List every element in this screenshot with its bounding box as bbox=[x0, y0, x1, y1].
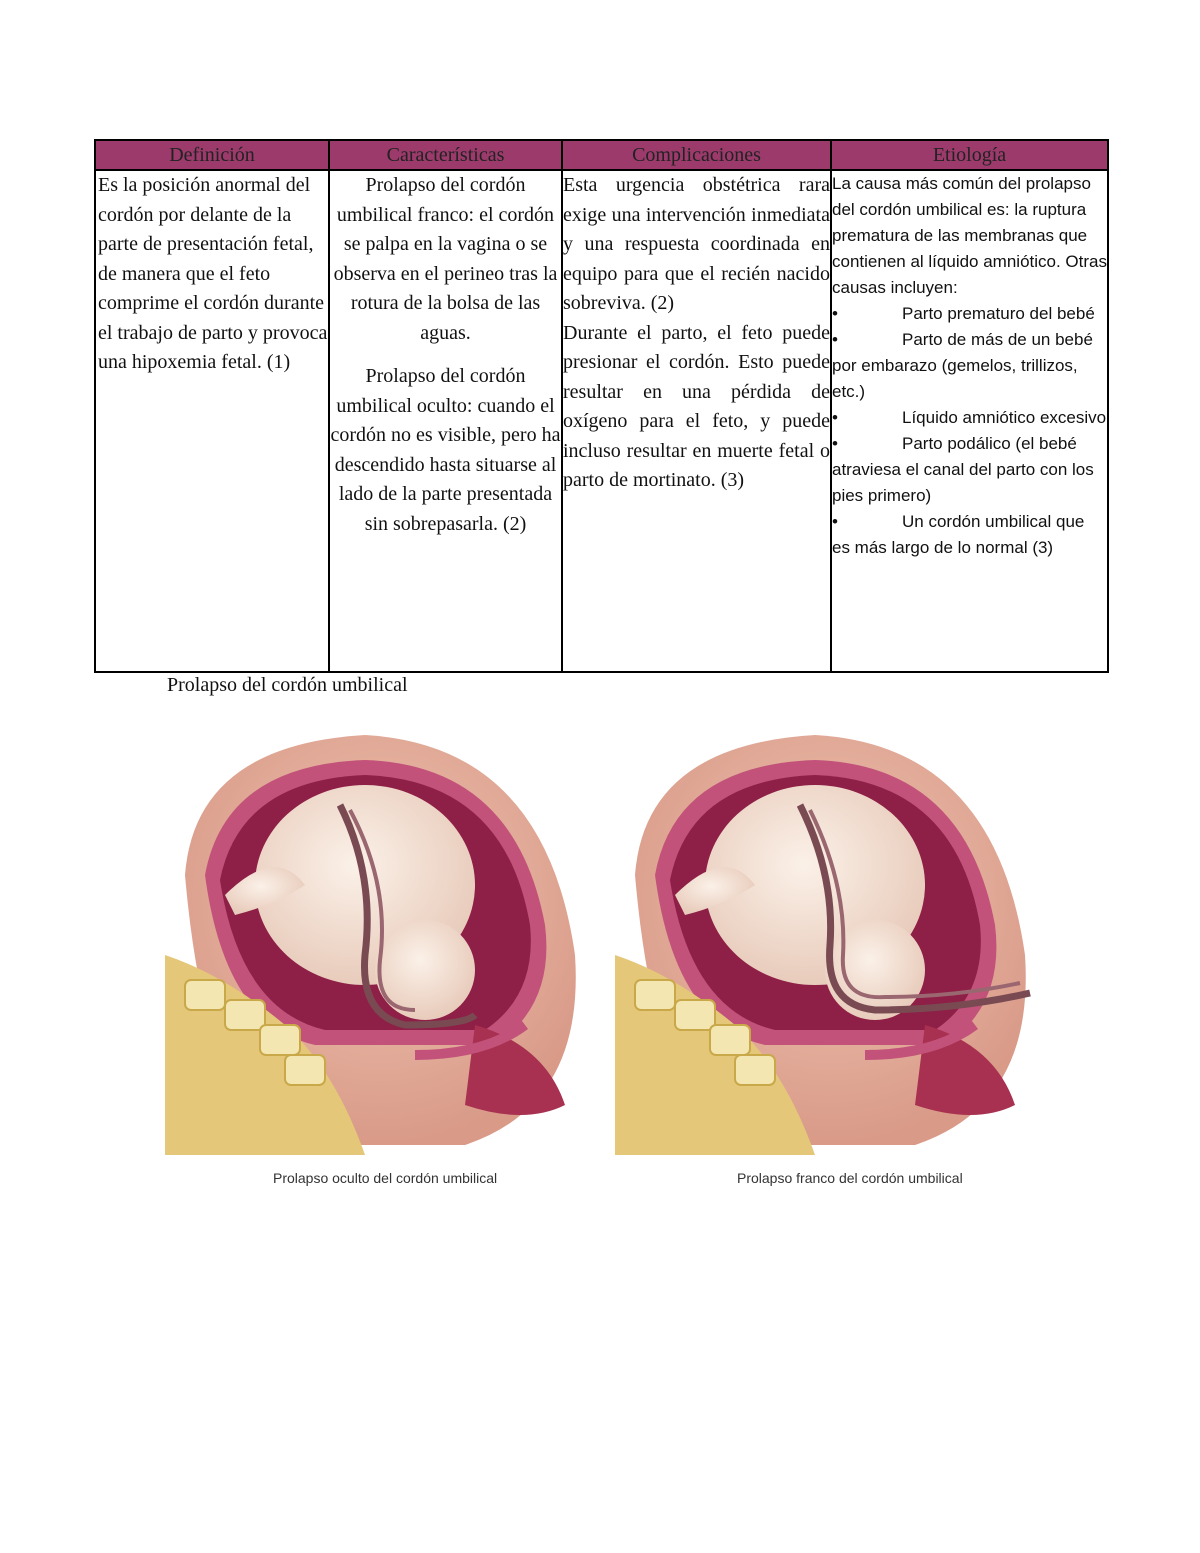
bullet-icon: • bbox=[832, 408, 838, 427]
uterus-illustration-right bbox=[615, 725, 1035, 1155]
illustration-oculto bbox=[165, 725, 585, 1159]
list-item: • Parto podálico (el bebé atraviesa el canal del parto con los pies primero) bbox=[832, 431, 1107, 509]
figure-title: Prolapso del cordón umbilical bbox=[167, 674, 408, 696]
header-definicion: Definición bbox=[95, 140, 329, 170]
cell-complicaciones bbox=[562, 170, 831, 672]
header-caracteristicas: Características bbox=[329, 140, 562, 170]
cell-caracteristicas bbox=[329, 170, 562, 672]
figure-caption-oculto: Prolapso oculto del cordón umbilical bbox=[273, 1170, 498, 1186]
illustration-franco bbox=[615, 725, 1035, 1159]
bullet-icon: • bbox=[832, 330, 838, 349]
bullet-icon: • bbox=[832, 434, 838, 453]
list-item: • Líquido amniótico excesivo bbox=[832, 405, 1107, 431]
list-item: • Parto prematuro del bebé bbox=[832, 301, 1107, 327]
etiologia-intro: La causa más común del prolapso del cordón umbilical es: la ruptura prematura de las membranas que contienen al líquido amniótico. Otras causas incluyen: bbox=[832, 174, 1107, 297]
summary-table bbox=[94, 139, 1109, 673]
cell-definicion bbox=[95, 170, 329, 672]
caracteristica-franco: Prolapso del cordón umbilical franco: el cordón se palpa en la vagina o se observa en el perineo tras la rotura de la bolsa de las aguas. bbox=[333, 174, 558, 344]
list-item: • Parto de más de un bebé por embarazo (gemelos, trillizos, etc.) bbox=[832, 327, 1107, 405]
etiologia-list bbox=[832, 301, 1107, 561]
bullet-icon: • bbox=[832, 512, 838, 531]
complicacion-2: Durante el parto, el feto puede presionar el cordón. Esto puede resultar en una pérdida de oxígeno para el feto, y puede incluso resultar en muerte fetal o parto de mortinato. (3) bbox=[563, 321, 830, 491]
figure-caption-franco: Prolapso franco del cordón umbilical bbox=[737, 1170, 963, 1186]
bullet-icon: • bbox=[832, 304, 838, 323]
caracteristica-oculto: Prolapso del cordón umbilical oculto: cuando el cordón no es visible, pero ha descendido hasta situarse al lado de la parte presentada sin sobrepasarla. (2) bbox=[330, 365, 561, 535]
table-row bbox=[95, 170, 1108, 672]
definicion-text: Es la posición anormal del cordón por delante de la parte de presentación fetal, de manera que el feto comprime el cordón durante el trabajo de parto y provoca una hipoxemia fetal. (1) bbox=[98, 174, 328, 373]
cell-etiologia bbox=[831, 170, 1108, 672]
uterus-illustration-left bbox=[165, 725, 585, 1155]
complicacion-1: Esta urgencia obstétrica rara exige una intervención inmediata y una respuesta coordinada en equipo para que el recién nacido sobreviva. (2) bbox=[563, 174, 830, 314]
header-etiologia: Etiología bbox=[831, 140, 1108, 170]
header-complicaciones: Complicaciones bbox=[562, 140, 831, 170]
list-item: • Un cordón umbilical que es más largo de lo normal (3) bbox=[832, 509, 1107, 561]
table-header-row bbox=[95, 140, 1108, 170]
